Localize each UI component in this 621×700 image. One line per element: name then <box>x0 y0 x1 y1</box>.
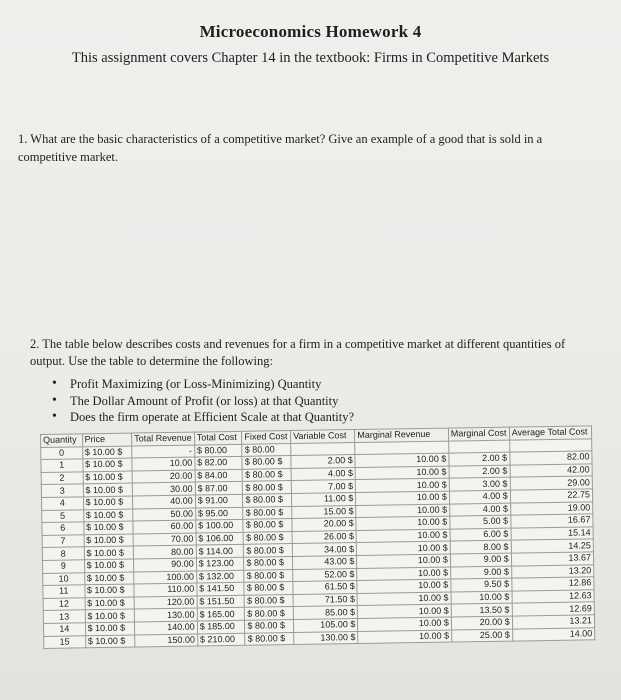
cell-variable-cost: 20.00 $ <box>292 518 356 532</box>
cell-average-total-cost: 12.63 <box>512 590 595 604</box>
cell-variable-cost: 34.00 $ <box>292 543 356 557</box>
cell-total-revenue: 90.00 <box>134 558 197 572</box>
cell-variable-cost: 85.00 $ <box>293 606 357 620</box>
cell-fixed-cost: $ 80.00 $ <box>243 531 292 544</box>
cell-price: $ 10.00 $ <box>84 559 134 572</box>
cell-price: $ 10.00 $ <box>84 534 134 547</box>
cell-total-cost: $ 185.00 <box>197 620 245 633</box>
cell-price: $ 10.00 $ <box>83 483 133 496</box>
cell-total-cost: $ 87.00 <box>195 482 243 495</box>
cell-marginal-revenue: 10.00 $ <box>356 516 450 530</box>
cell-price: $ 10.00 $ <box>83 471 133 484</box>
cell-average-total-cost: 29.00 <box>510 476 593 490</box>
page-title: Microeconomics Homework 4 <box>199 22 422 41</box>
header-average-total-cost: Average Total Cost <box>509 426 592 440</box>
cell-fixed-cost: $ 80.00 $ <box>242 456 291 469</box>
cell-quantity: 8 <box>42 547 84 560</box>
cell-variable-cost: 52.00 $ <box>293 568 357 582</box>
cell-quantity: 1 <box>41 459 83 472</box>
cell-marginal-cost: 6.00 $ <box>450 528 511 542</box>
cell-average-total-cost: 16.67 <box>511 514 594 528</box>
cell-price: $ 10.00 $ <box>85 622 135 635</box>
question-2: 2. The table below describes costs and revenues for a firm in a competitive market at different quantities of output. Use the table to determine the following: <box>30 337 566 368</box>
cell-marginal-revenue: 10.00 $ <box>358 617 452 631</box>
cell-price: $ 10.00 $ <box>84 546 134 559</box>
header-total-revenue: Total Revenue <box>132 432 195 446</box>
cell-total-cost: $ 91.00 <box>195 494 243 507</box>
cell-fixed-cost: $ 80.00 $ <box>243 506 292 519</box>
cell-quantity: 12 <box>43 598 85 611</box>
header-fixed-cost: Fixed Cost <box>242 431 291 444</box>
cell-total-revenue: 140.00 <box>135 621 198 635</box>
cell-total-cost: $ 210.00 <box>197 633 245 646</box>
cell-average-total-cost: 12.69 <box>512 602 595 616</box>
cell-marginal-revenue: 10.00 $ <box>356 491 450 505</box>
question-2-bullets <box>52 376 354 426</box>
cell-marginal-cost: 9.00 $ <box>450 566 511 580</box>
cell-total-revenue: 110.00 <box>134 583 197 597</box>
cell-marginal-revenue: 10.00 $ <box>358 604 452 618</box>
cell-fixed-cost: $ 80.00 $ <box>243 519 292 532</box>
cell-variable-cost: 61.50 $ <box>293 581 357 595</box>
cell-quantity: 6 <box>42 522 84 535</box>
cell-fixed-cost: $ 80.00 $ <box>244 569 293 582</box>
cell-total-cost: $ 106.00 <box>196 532 244 545</box>
cost-revenue-table-wrap <box>40 425 595 649</box>
cell-average-total-cost: 13.20 <box>511 564 594 578</box>
cell-marginal-cost: 2.00 $ <box>449 465 510 479</box>
cell-variable-cost <box>291 442 355 456</box>
cell-total-cost: $ 165.00 <box>197 608 245 621</box>
cell-marginal-revenue: 10.00 $ <box>355 453 449 467</box>
cell-marginal-revenue: 10.00 $ <box>357 579 451 593</box>
header-price: Price <box>82 433 132 446</box>
cell-total-cost: $ 141.50 <box>197 582 245 595</box>
cell-fixed-cost: $ 80.00 $ <box>243 481 292 494</box>
cell-quantity: 13 <box>43 610 85 623</box>
cell-marginal-revenue: 10.00 $ <box>355 466 449 480</box>
cell-total-revenue: 100.00 <box>134 571 197 585</box>
cell-total-cost: $ 80.00 <box>194 444 242 457</box>
cell-marginal-cost: 2.00 $ <box>449 452 510 466</box>
cell-average-total-cost: 42.00 <box>510 464 593 478</box>
cell-marginal-revenue: 10.00 $ <box>356 504 450 518</box>
cell-price: $ 10.00 $ <box>82 446 132 459</box>
cell-marginal-cost: 3.00 $ <box>449 477 510 491</box>
cell-total-revenue: 30.00 <box>132 482 195 496</box>
cell-marginal-revenue: 10.00 $ <box>357 592 451 606</box>
cell-price: $ 10.00 $ <box>85 609 135 622</box>
cell-average-total-cost: 14.25 <box>511 539 594 553</box>
cell-fixed-cost: $ 80.00 <box>242 443 291 456</box>
header-variable-cost: Variable Cost <box>291 430 355 444</box>
cell-variable-cost: 11.00 $ <box>292 493 356 507</box>
cell-price: $ 10.00 $ <box>85 597 135 610</box>
cell-variable-cost: 130.00 $ <box>294 631 358 645</box>
cell-quantity: 10 <box>43 572 85 585</box>
question-1: 1. What are the basic characteristics of a competitive market? Give an example of a good that is sold in a competitive market. <box>18 132 543 164</box>
cell-quantity: 15 <box>44 635 86 648</box>
cell-average-total-cost: 22.75 <box>510 489 593 503</box>
cell-total-revenue: 50.00 <box>133 508 196 522</box>
cell-marginal-revenue: 10.00 $ <box>356 529 450 543</box>
cell-variable-cost: 105.00 $ <box>294 618 358 632</box>
cell-fixed-cost: $ 80.00 $ <box>244 594 293 607</box>
cell-marginal-cost: 9.00 $ <box>450 553 511 567</box>
cell-marginal-cost: 5.00 $ <box>450 515 511 529</box>
cell-quantity: 9 <box>42 560 84 573</box>
cell-marginal-cost: 10.00 $ <box>451 591 512 605</box>
cell-average-total-cost: 15.14 <box>511 527 594 541</box>
cell-marginal-cost: 9.50 $ <box>451 578 512 592</box>
cell-fixed-cost: $ 80.00 $ <box>244 544 293 557</box>
cell-total-cost: $ 151.50 <box>197 595 245 608</box>
cell-marginal-cost: 4.00 $ <box>449 503 510 517</box>
cell-quantity: 11 <box>43 585 85 598</box>
cell-fixed-cost: $ 80.00 $ <box>244 556 293 569</box>
cell-variable-cost: 26.00 $ <box>292 530 356 544</box>
cell-fixed-cost: $ 80.00 $ <box>244 582 293 595</box>
cell-fixed-cost: $ 80.00 $ <box>245 632 294 645</box>
cell-marginal-revenue: 10.00 $ <box>356 478 450 492</box>
cell-total-revenue: 150.00 <box>135 634 198 648</box>
page-subtitle: This assignment covers Chapter 14 in the textbook: Firms in Competitive Markets <box>71 50 550 66</box>
bullet-item: • The Dollar Amount of Profit (or loss) at that Quantity <box>52 393 354 410</box>
cell-total-revenue: 10.00 <box>132 457 195 471</box>
cell-variable-cost: 43.00 $ <box>293 555 357 569</box>
cell-marginal-cost: 20.00 $ <box>451 616 512 630</box>
cell-quantity: 5 <box>42 509 84 522</box>
cell-fixed-cost: $ 80.00 $ <box>245 619 294 632</box>
cell-total-cost: $ 132.00 <box>196 570 244 583</box>
cell-total-revenue: 60.00 <box>133 520 196 534</box>
cell-variable-cost: 2.00 $ <box>291 455 355 469</box>
cell-average-total-cost: 82.00 <box>510 451 593 465</box>
cell-fixed-cost: $ 80.00 $ <box>242 468 291 481</box>
cell-price: $ 10.00 $ <box>82 458 132 471</box>
cell-total-cost: $ 123.00 <box>196 557 244 570</box>
header-marginal-cost: Marginal Cost <box>448 427 509 441</box>
cell-price: $ 10.00 $ <box>84 584 134 597</box>
cell-average-total-cost: 19.00 <box>510 501 593 515</box>
header-quantity: Quantity <box>41 434 83 447</box>
cell-total-revenue: 130.00 <box>134 608 197 622</box>
cell-quantity: 2 <box>41 472 83 485</box>
cell-total-revenue: 20.00 <box>132 470 195 484</box>
cell-average-total-cost: 13.67 <box>511 552 594 566</box>
cell-price: $ 10.00 $ <box>83 509 133 522</box>
cell-variable-cost: 4.00 $ <box>291 467 355 481</box>
cell-marginal-revenue: 10.00 $ <box>357 541 451 555</box>
cell-marginal-cost: 25.00 $ <box>451 629 512 643</box>
cell-price: $ 10.00 $ <box>83 496 133 509</box>
cell-total-revenue: 70.00 <box>133 533 196 547</box>
header-total-cost: Total Cost <box>194 431 242 444</box>
cell-quantity: 0 <box>41 446 83 459</box>
cell-price: $ 10.00 $ <box>83 521 133 534</box>
cell-price: $ 10.00 $ <box>84 572 134 585</box>
cell-marginal-cost: 4.00 $ <box>449 490 510 504</box>
cell-total-cost: $ 114.00 <box>196 545 244 558</box>
cost-revenue-table <box>40 425 595 649</box>
header-marginal-revenue: Marginal Revenue <box>355 428 449 442</box>
cell-price: $ 10.00 $ <box>85 635 135 648</box>
cell-variable-cost: 71.50 $ <box>293 593 357 607</box>
cell-quantity: 7 <box>42 535 84 548</box>
cell-total-revenue: 80.00 <box>133 545 196 559</box>
cell-marginal-cost: 13.50 $ <box>451 603 512 617</box>
bullet-item: • Does the firm operate at Efficient Scale at that Quantity? <box>52 409 354 426</box>
cell-marginal-cost <box>448 440 509 454</box>
cell-total-cost: $ 100.00 <box>196 519 244 532</box>
bullet-item: • Profit Maximizing (or Loss-Minimizing) Quantity <box>52 376 354 393</box>
cell-total-cost: $ 82.00 <box>195 457 243 470</box>
table-body <box>41 438 595 648</box>
cell-quantity: 4 <box>41 497 83 510</box>
cell-total-revenue: 40.00 <box>133 495 196 509</box>
cell-quantity: 14 <box>43 623 85 636</box>
cell-average-total-cost: 12.86 <box>512 577 595 591</box>
cell-marginal-revenue: 10.00 $ <box>358 630 452 644</box>
cell-variable-cost: 7.00 $ <box>291 480 355 494</box>
cell-total-cost: $ 84.00 <box>195 469 243 482</box>
cell-average-total-cost: 14.00 <box>512 627 595 641</box>
cell-variable-cost: 15.00 $ <box>292 505 356 519</box>
cell-marginal-revenue: 10.00 $ <box>357 567 451 581</box>
cell-total-cost: $ 95.00 <box>195 507 243 520</box>
cell-marginal-cost: 8.00 $ <box>450 540 511 554</box>
cell-total-revenue: - <box>132 445 195 459</box>
cell-fixed-cost: $ 80.00 $ <box>243 494 292 507</box>
cell-marginal-revenue: 10.00 $ <box>357 554 451 568</box>
cell-total-revenue: 120.00 <box>134 596 197 610</box>
cell-quantity: 3 <box>41 484 83 497</box>
cell-fixed-cost: $ 80.00 $ <box>245 607 294 620</box>
cell-average-total-cost: 13.21 <box>512 615 595 629</box>
